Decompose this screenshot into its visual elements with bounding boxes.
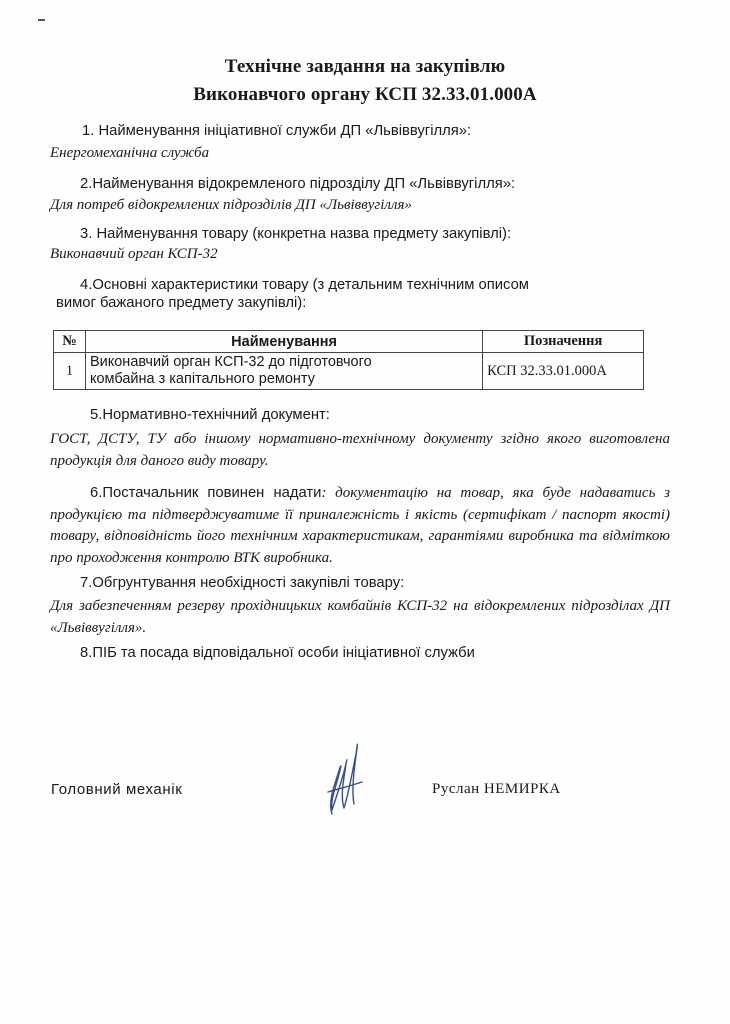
specification-table: [53, 330, 644, 390]
handwritten-signature: [318, 734, 368, 820]
document-title-line-1: Технічне завдання на закупівлю: [224, 56, 506, 77]
section-7-label: 7.Обгрунтування необхідності закупівлі товару:: [80, 575, 405, 591]
section-6-label: 6.Постачальник повинен надати: [90, 485, 322, 501]
table-header-number: №: [54, 331, 86, 353]
signatory-position: Головний механік: [51, 781, 183, 798]
table-cell-name-line-1: Виконавчий орган КСП-32 до підготовчого: [89, 354, 372, 370]
section-3-label: 3. Найменування товару (конкретна назва предмету закупівлі):: [80, 226, 512, 242]
section-1-label: 1. Найменування ініціативної служби ДП «Львіввугілля»:: [82, 123, 472, 139]
section-7-value: Для забезпеченням резерву прохідницьких комбайнів КСП-32 на відокремлених підрозділах ДП «Львіввугілля».: [50, 598, 670, 636]
table-header-name: Найменування: [85, 331, 482, 353]
section-1-value: Енергомеханічна служба: [50, 145, 210, 161]
table-cell-name-line-2: комбайна з капітального ремонту: [89, 371, 315, 387]
signatory-name: Руслан НЕМИРКА: [432, 781, 561, 797]
section-4-label-line-2: вимог бажаного предмету закупівлі):: [56, 295, 307, 311]
section-8-label: 8.ПІБ та посада відповідальної особи ініціативної служби: [80, 645, 475, 661]
table-header-row: [54, 331, 644, 353]
table-header-designation: Позначення: [483, 331, 644, 353]
section-5-value: ГОСТ, ДСТУ, ТУ або іншому нормативно-технічному документу згідно якого виготовлена продукція для даного виду товару.: [50, 431, 670, 469]
scan-mark: [38, 19, 45, 21]
section-2-label: 2.Найменування відокремленого підрозділу ДП «Львіввугілля»:: [80, 176, 516, 192]
section-6-value: : документацію на товар, яка буде надаватись з продукцією та підтверджуватиме її приналежність і якість (сертифікат / паспорт якості) товару, відповідність його технічним характеристикам, гарантіями виробника та відміткою про проходження контролю ВТК виробника.: [50, 485, 670, 566]
table-cell-number: 1: [54, 353, 86, 390]
section-4-label-line-1: 4.Основні характеристики товару (з детальним технічним описом: [80, 277, 529, 293]
document-title-line-2: Виконавчого органу КСП 32.33.01.000А: [193, 84, 537, 105]
table-row: [54, 353, 644, 390]
section-2-value: Для потреб відокремлених підрозділів ДП «Львіввугілля»: [50, 197, 412, 213]
section-5-label: 5.Нормативно-технічний документ:: [90, 407, 330, 423]
table-cell-designation: КСП 32.33.01.000А: [483, 353, 644, 390]
section-3-value: Виконавчий орган КСП-32: [50, 246, 218, 262]
section-6-paragraph: [50, 483, 670, 569]
table-cell-name: [85, 353, 482, 390]
